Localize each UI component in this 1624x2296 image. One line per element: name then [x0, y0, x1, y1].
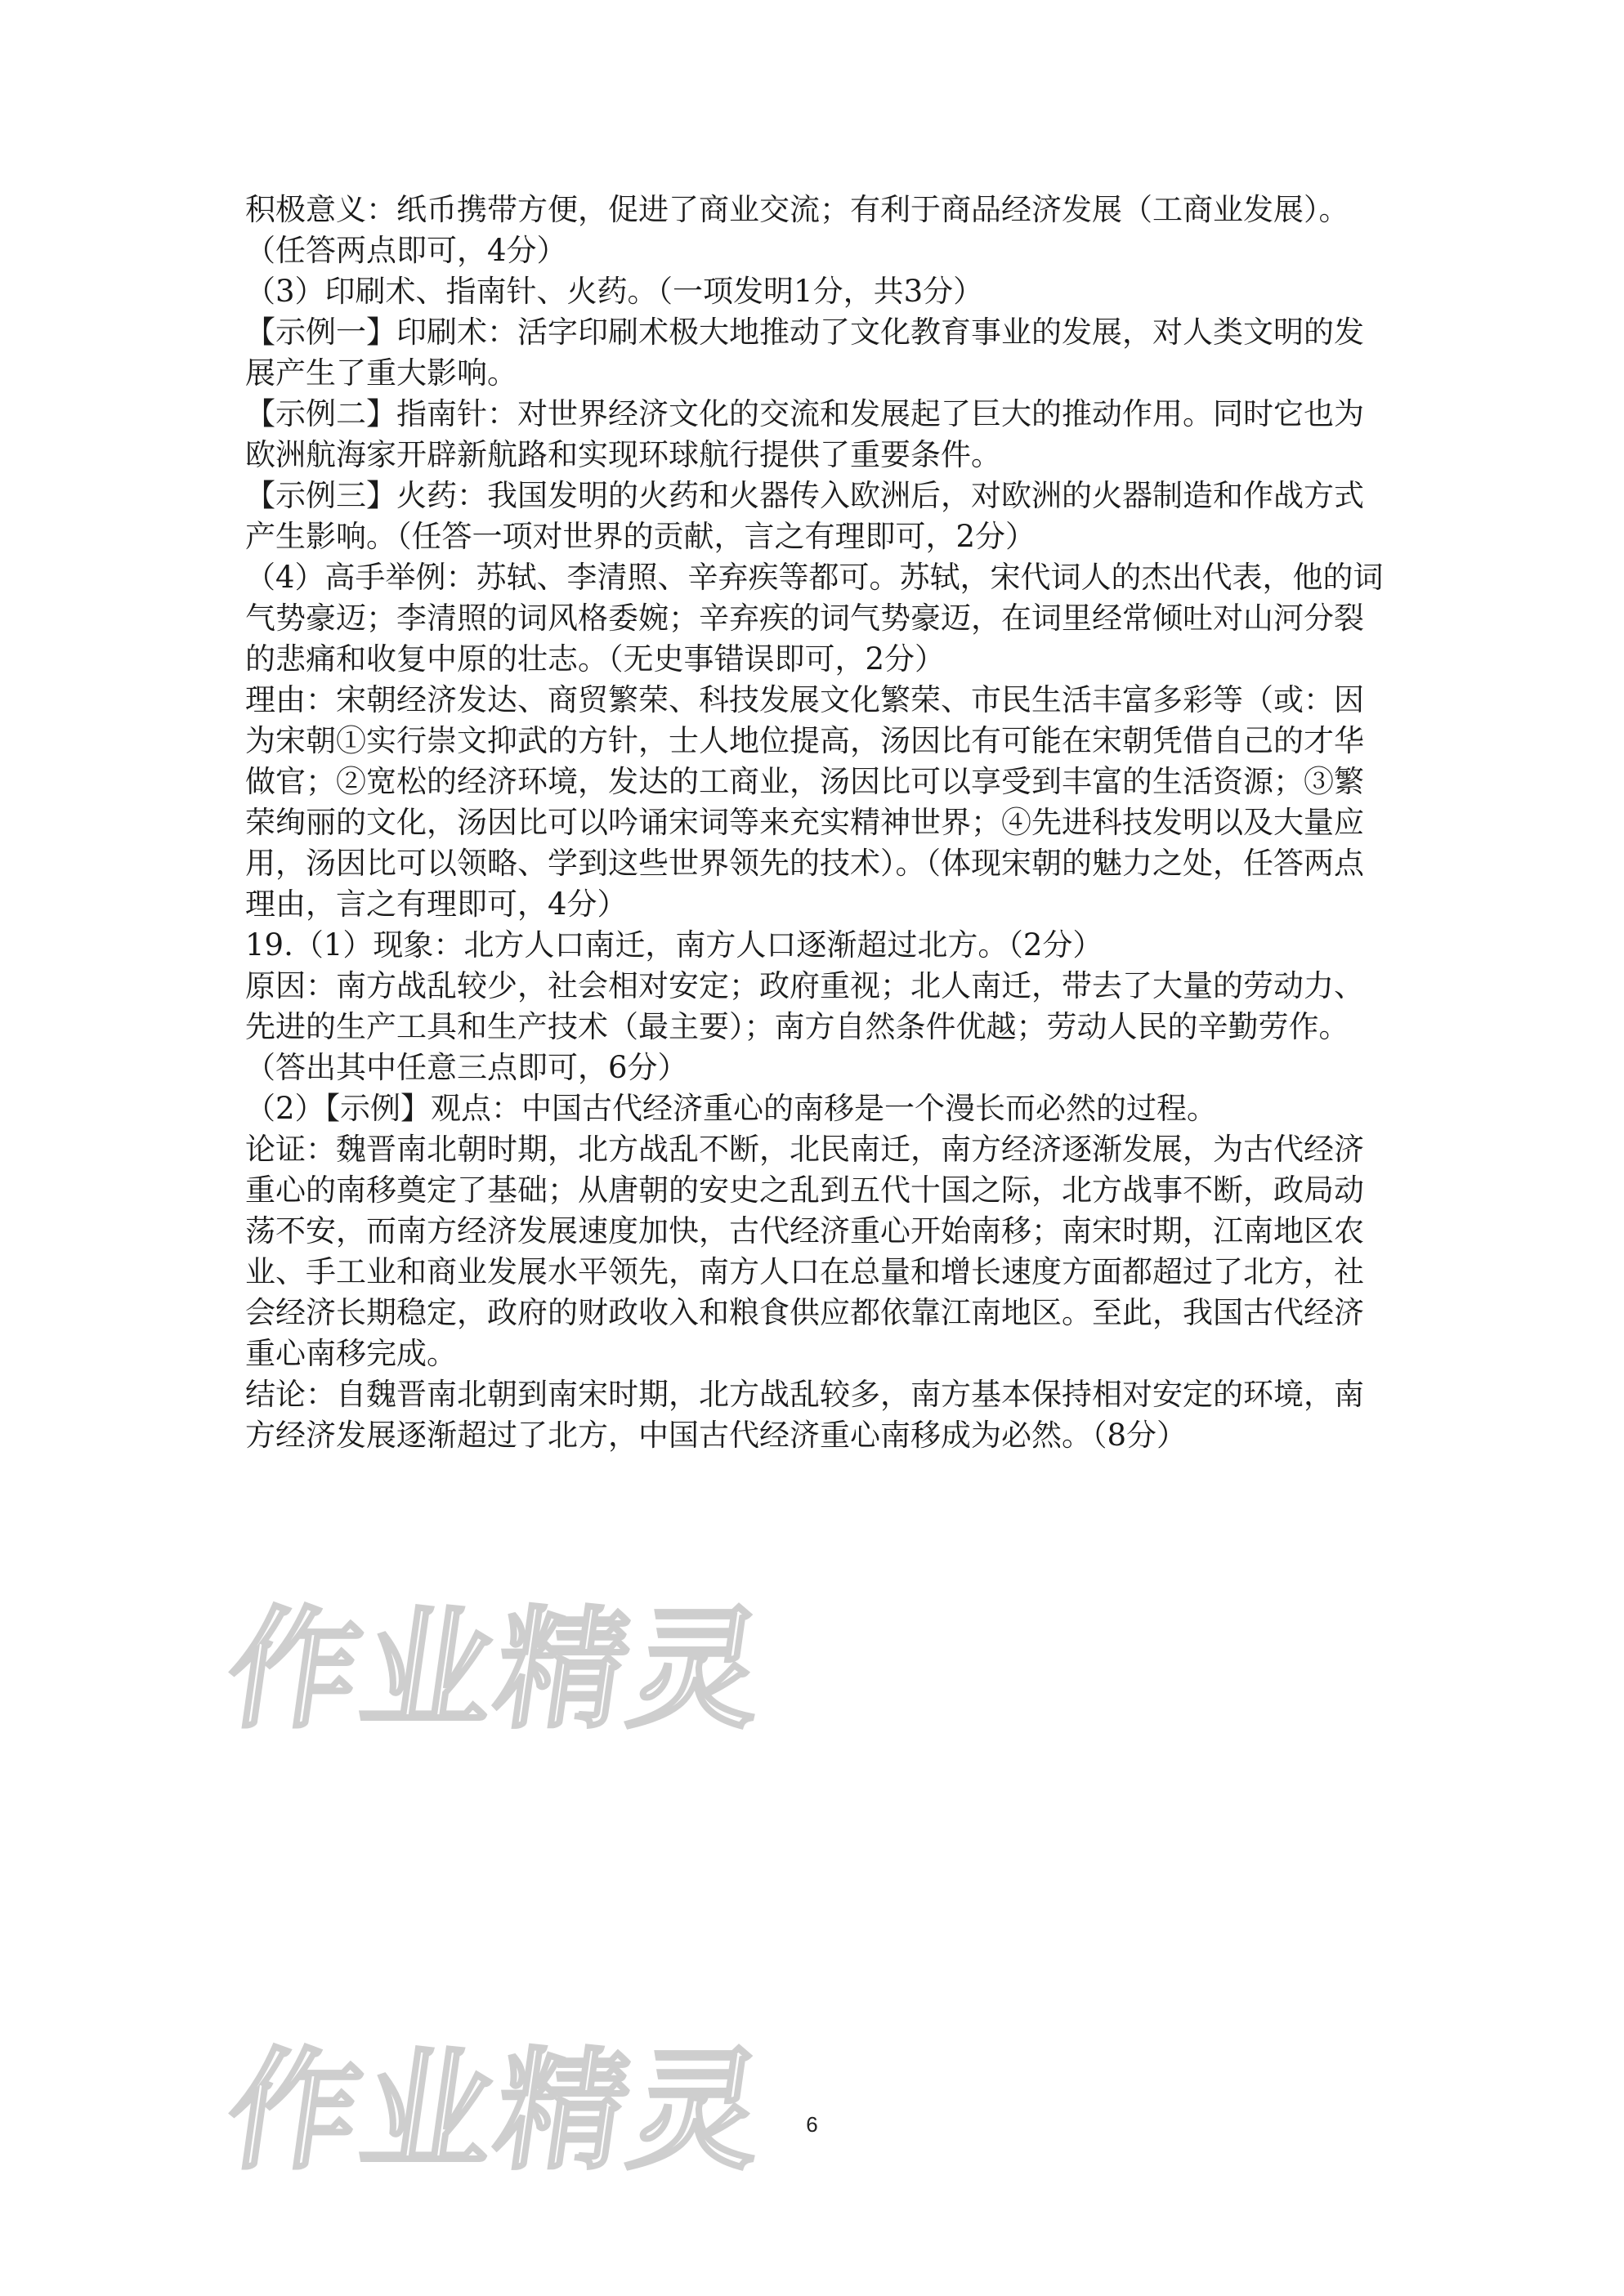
- answer-text-body: [245, 190, 1389, 1456]
- paragraph-q19-causes: 原因：南方战乱较少，社会相对安定；政府重视；北人南迁，带去了大量的劳动力、先进的生产工具和生产技术（最主要）；南方自然条件优越；劳动人民的辛勤劳作。（答出其中任意三点即可，6分）: [245, 968, 1364, 1085]
- paragraph-q19-argument: 论证：魏晋南北朝时期，北方战乱不断，北民南迁，南方经济逐渐发展，为古代经济重心的南移奠定了基础；从唐朝的安史之乱到五代十国之际，北方战事不断，政局动荡不安，而南方经济发展速度加快，古代经济重心开始南移；南宋时期，江南地区农业、手工业和商业发展水平领先，南方人口在总量和增长速度方面都超过了北方，社会经济长期稳定，政府的财政收入和粮食供应都依靠江南地区。至此，我国古代经济重心南移完成。: [245, 1132, 1364, 1371]
- paragraph-q3-inventions: （3）印刷术、指南针、火药。（一项发明1分，共3分）: [245, 274, 984, 309]
- watermark-logo: 作业精灵: [217, 1593, 776, 1746]
- paragraph-q19-phenomenon: 19.（1）现象：北方人口南迁，南方人口逐渐超过北方。（2分）: [245, 927, 1103, 963]
- page-number: 6: [806, 2112, 818, 2137]
- paragraph-q4-expert-example: （4）高手举例：苏轼、李清照、辛弃疾等都可。苏轼，宋代词人的杰出代表，他的词气势豪迈；李清照的词风格委婉；辛弃疾的词气势豪迈，在词里经常倾吐对山河分裂的悲痛和收复中原的壮志。（无史事错误即可，2分）: [245, 560, 1384, 677]
- paragraph-q19-conclusion: 结论：自魏晋南北朝到南宋时期，北方战乱较多，南方基本保持相对安定的环境，南方经济发展逐渐超过了北方，中国古代经济重心南移成为必然。（8分）: [245, 1377, 1364, 1453]
- paragraph-example-printing: 【示例一】印刷术：活字印刷术极大地推动了文化教育事业的发展，对人类文明的发展产生了重大影响。: [245, 315, 1364, 391]
- paragraph-example-compass: 【示例二】指南针：对世界经济文化的交流和发展起了巨大的推动作用。同时它也为欧洲航海家开辟新航路和实现环球航行提供了重要条件。: [245, 396, 1364, 472]
- watermark-logo: 作业精灵: [217, 2035, 776, 2187]
- paragraph-q19-viewpoint: （2）【示例】观点：中国古代经济重心的南移是一个漫长而必然的过程。: [245, 1091, 1218, 1126]
- paragraph-paper-money-significance: 积极意义：纸币携带方便，促进了商业交流；有利于商品经济发展（工商业发展）。（任答两点即可，4分）: [245, 192, 1349, 268]
- paragraph-example-gunpowder: 【示例三】火药：我国发明的火药和火器传入欧洲后，对欧洲的火器制造和作战方式产生影响。（任答一项对世界的贡献，言之有理即可，2分）: [245, 478, 1364, 554]
- paragraph-q4-reasons: 理由：宋朝经济发达、商贸繁荣、科技发展文化繁荣、市民生活丰富多彩等（或：因为宋朝①实行崇文抑武的方针，士人地位提高，汤因比有可能在宋朝凭借自己的才华做官；②宽松的经济环境，发达的工商业，汤因比可以享受到丰富的生活资源；③繁荣绚丽的文化，汤因比可以吟诵宋词等来充实精神世界；④先进科技发明以及大量应用，汤因比可以领略、学到这些世界领先的技术）。（体现宋朝的魅力之处，任答两点理由，言之有理即可，4分）: [245, 682, 1364, 922]
